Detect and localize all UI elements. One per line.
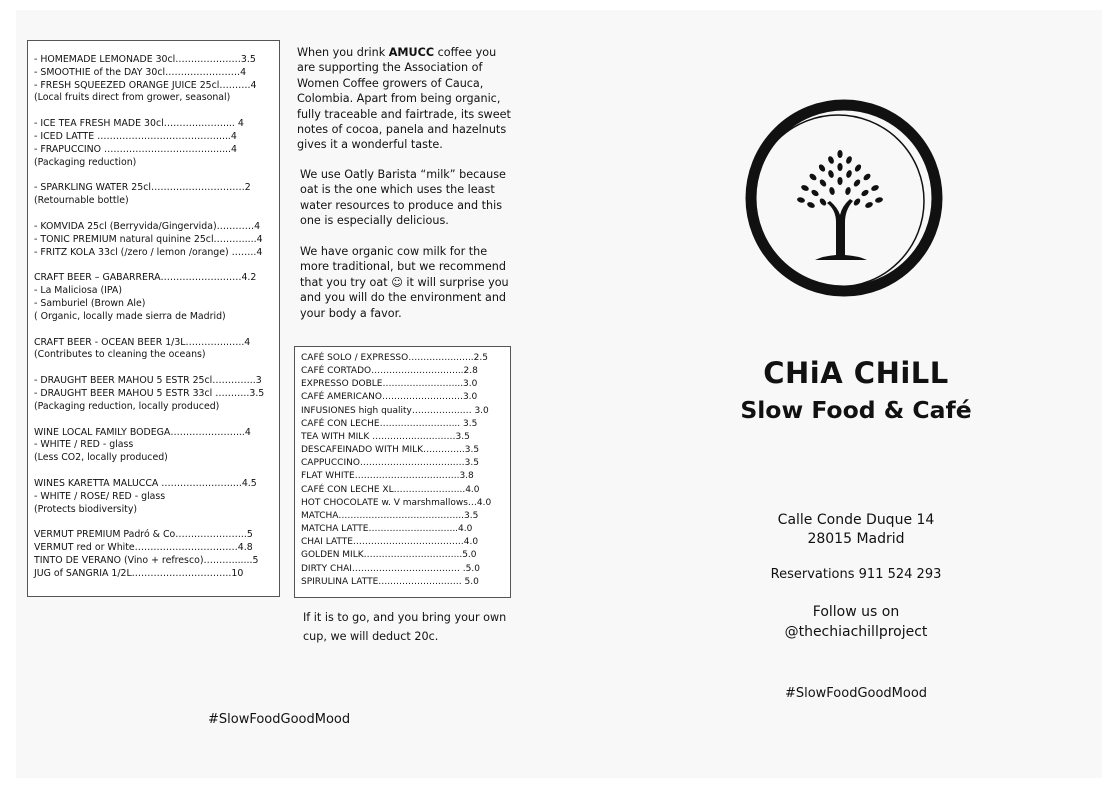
cafe-name: CHiA CHiLL: [763, 356, 949, 390]
amucc-paragraph-body: coffee you are supporting the Association of Women Coffee growers of Cauca, Colombia. Apart from being organic, fully traceable and fairtrade, its sweet notes of cocoa, panela and hazelnuts gives it a wonderful taste.: [297, 46, 511, 152]
menu-line: - TONIC PREMIUM natural quinine 25cl……….....4: [34, 233, 263, 245]
coffee-menu-line: CAPPUCCINO…………………………..…3.5: [301, 458, 479, 469]
coffee-menu-line: GOLDEN MILK…………………………...5.0: [301, 550, 477, 561]
reservations-phone: Reservations 911 524 293: [770, 567, 942, 582]
drinks-group: [34, 375, 271, 413]
coffee-menu-line: CAFÉ CON LECHE XL…………………...4.0: [301, 484, 480, 495]
coffee-menu-line: INFUSIONES high quality……………..… 3.0: [301, 405, 489, 416]
coffee-menu-line: CAFÉ AMERICANO………………………3.0: [301, 392, 478, 403]
coffee-menu-line: DESCAFEINADO WITH MILK…………..3.5: [301, 445, 480, 456]
menu-line: ( Organic, locally made sierra de Madrid): [34, 310, 226, 322]
drinks-group: [34, 182, 271, 208]
menu-line: - ICED LATTE …………………………………....4: [34, 130, 237, 142]
menu-line: VERMUT PREMIUM Padró & Co…………………..5: [34, 529, 253, 541]
menu-line: - DRAUGHT BEER MAHOU 5 ESTR 25cl…………..3: [34, 375, 262, 387]
menu-line: - DRAUGHT BEER MAHOU 5 ESTR 33cl ………..3.5: [34, 387, 265, 399]
drinks-group: [34, 54, 271, 105]
coffee-menu-line: EXPRESSO DOBLE……………………...3.0: [301, 379, 478, 390]
drinks-group: [34, 272, 271, 323]
menu-line: - La Maliciosa (IPA): [34, 285, 123, 297]
menu-line: - Samburiel (Brown Ale): [34, 297, 146, 309]
menu-line: - KOMVIDA 25cl (Berryvida/Gingervida)…………4: [34, 220, 261, 232]
coffee-menu-line: MATCHA…………………………………...3.5: [301, 510, 479, 521]
menu-line: VERMUT red or White……………………………4.8: [34, 542, 253, 554]
hashtag-right: #SlowFoodGoodMood: [784, 686, 928, 701]
menu-line: - FRESH SQUEEZED ORANGE JUICE 25cl……….4: [34, 79, 257, 91]
drinks-group: [34, 529, 271, 580]
drinks-group: [34, 221, 271, 259]
follow-label: Follow us on: [812, 604, 900, 620]
coffee-menu-line: MATCHA LATTE………………………...4.0: [301, 524, 473, 535]
coffee-menu-line: TEA WITH MILK …….…….……..……3.5: [301, 431, 470, 442]
amucc-coffee-paragraph: [297, 45, 512, 153]
drinks-group: [34, 118, 271, 169]
menu-line: - WHITE / ROSE/ RED - glass: [34, 490, 166, 502]
oatly-paragraph: We use Oatly Barista “milk” because oat is the one which uses the least water resources to produce and this one is especially delicious.: [300, 168, 506, 228]
menu-line: - WHITE / RED - glass: [34, 439, 134, 451]
drinks-group: [34, 427, 271, 465]
organic-milk-paragraph: We have organic cow milk for the more traditional, but we recommend that you try oat ☺ it will surprise you and you will do the environment and your body a favor.: [300, 245, 509, 320]
menu-line: - FRAPUCCINO ……………………………........4: [34, 143, 237, 155]
address: [718, 511, 994, 549]
tree-circle-logo-icon: [739, 98, 945, 298]
coffee-menu-line: CHAI LATTE……………………………….4.0: [301, 537, 479, 548]
menu-line: (Less CO2, locally produced): [34, 452, 168, 464]
menu-line: - ICE TEA FRESH MADE 30cl………….…….... 4: [34, 118, 244, 130]
menu-line: JUG of SANGRIA 1/2L…………………………..10: [34, 567, 244, 579]
drinks-menu: [27, 40, 280, 597]
coffee-menu-line: HOT CHOCOLATE w. V marshmallows…4.0: [301, 497, 492, 508]
menu-line: - SPARKLING WATER 25cl…………………………2: [34, 182, 251, 194]
menu-line: CRAFT BEER - OCEAN BEER 1/3L…………..…..4: [34, 336, 251, 348]
menu-line: - HOMEMADE LEMONADE 30cl…………………3.5: [34, 54, 256, 65]
menu-line: (Protects biodiversity): [34, 503, 138, 515]
cafe-tagline: Slow Food & Café: [740, 396, 972, 424]
hashtag-left: #SlowFoodGoodMood: [208, 712, 351, 727]
menu-line: - SMOOTHIE of the DAY 30cl……………………4: [34, 66, 247, 78]
social-handle: @thechiachillproject: [784, 624, 928, 640]
menu-line: TINTO DE VERANO (Vino + refresco)……….......5: [34, 554, 259, 566]
to-go-note: If it is to go, and you bring your own cup, we will deduct 20c.: [303, 611, 507, 643]
menu-line: (Packaging reduction, locally produced): [34, 400, 220, 412]
address-line-2: 28015 Madrid: [807, 531, 905, 547]
coffee-menu-line: CAFÉ CON LECHE……………………... 3.5: [301, 418, 478, 429]
menu-line: WINES KARETTA MALUCCA ………….………....4.5: [34, 477, 257, 489]
coffee-menu-line: CAFÉ CORTADO…………………….…...2.8: [301, 366, 478, 377]
amucc-paragraph-intro: When you drink: [297, 46, 389, 59]
menu-line: (Local fruits direct from grower, seasonal): [34, 92, 231, 104]
menu-line: - FRITZ KOLA 33cl (/zero / lemon /orange) ……..4: [34, 246, 263, 258]
drinks-group: [34, 478, 271, 516]
menu-line: WINE LOCAL FAMILY BODEGA…………………...4: [34, 426, 251, 438]
coffee-menu-line: CAFÉ SOLO / EXPRESSO……………..…..2.5: [301, 353, 488, 363]
menu-line: CRAFT BEER – GABARRERA………………..……4.2: [34, 272, 257, 284]
coffee-menu-line: DIRTY CHAI……………………………… .5.0: [301, 563, 480, 574]
menu-line: (Contributes to cleaning the oceans): [34, 349, 206, 361]
amucc-brand: AMUCC: [388, 46, 435, 59]
coffee-menu-line: FLAT WHITE……………………………..3.8: [301, 471, 474, 482]
coffee-menu: [294, 346, 511, 598]
menu-line: (Packaging reduction): [34, 156, 137, 168]
drinks-group: [34, 337, 271, 363]
coffee-menu-line: SPIRULINA LATTE…..……………..…… 5.0: [301, 576, 479, 587]
address-line-1: Calle Conde Duque 14: [777, 512, 935, 528]
menu-line: (Retournable bottle): [34, 195, 129, 207]
social-follow: [718, 602, 994, 642]
